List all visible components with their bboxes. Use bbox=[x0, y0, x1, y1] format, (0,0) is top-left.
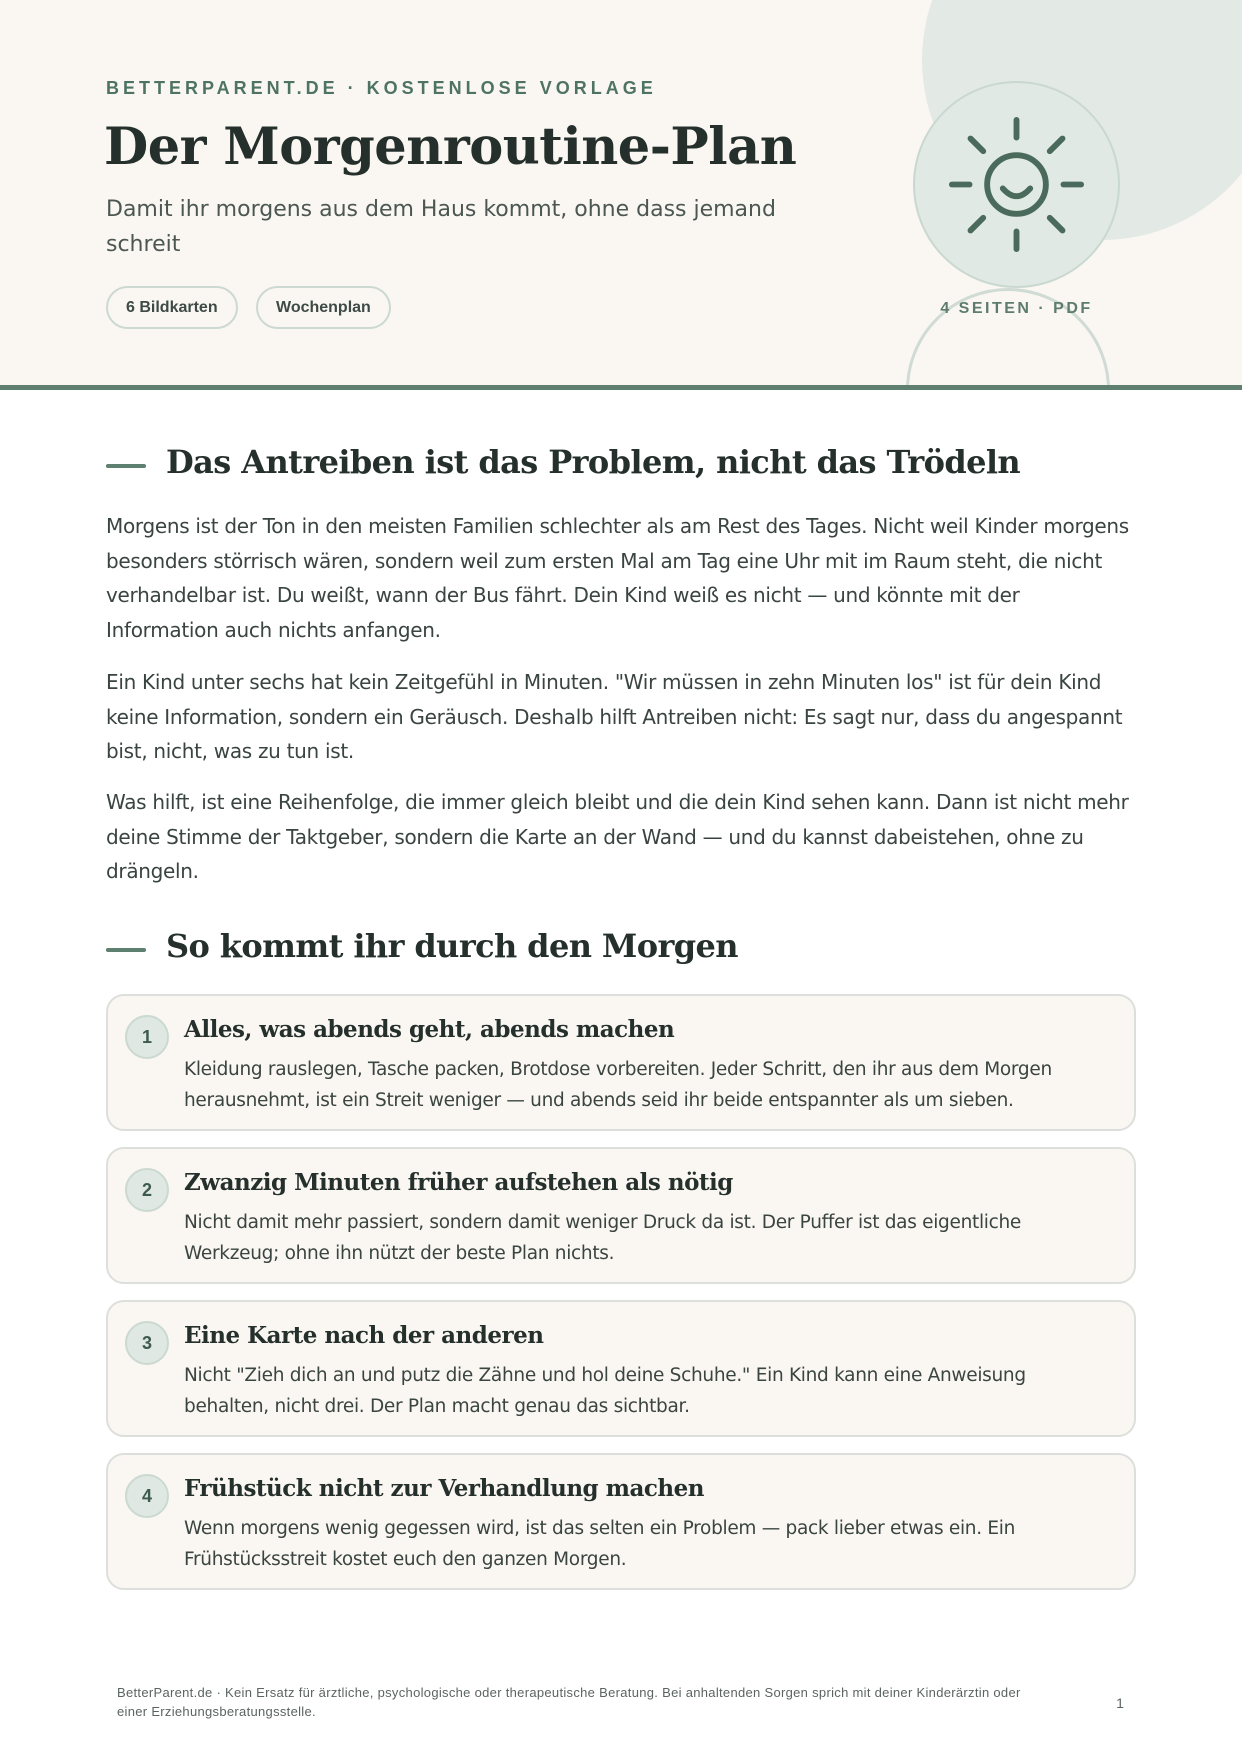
page-subtitle: Damit ihr morgens aus dem Haus kommt, ohne dass jemand schreit bbox=[106, 197, 776, 257]
section-title: So kommt ihr durch den Morgen bbox=[166, 927, 738, 965]
body-paragraph-2: Ein Kind unter sechs hat kein Zeitgefühl in Minuten. "Wir müssen in zehn Minuten los" ist für dein Kind keine Information, sondern ein Geräusch. Deshalb hilft Antreiben nicht: Es sagt nur, dass du angespannt bist, nicht, was zu tun ist. bbox=[106, 670, 1123, 763]
smiling-sun-icon bbox=[948, 116, 1085, 253]
step-title: Zwanzig Minuten früher aufstehen als nötig bbox=[184, 1169, 733, 1196]
body-paragraph-1: Morgens ist der Ton in den meisten Familien schlechter als am Rest des Tages. Nicht weil Kinder morgens besonders störrisch wären, sondern weil zum ersten Mal am Tag eine Uhr mit im Raum steht, die nicht verhandelbar ist. Du weißt, wann der Bus fährt. Dein Kind weiß es nicht — und könnte mit der Information auch nichts anfangen. bbox=[106, 514, 1129, 642]
step-text: Nicht damit mehr passiert, sondern damit weniger Druck da ist. Der Puffer ist das eigentliche Werkzeug; ohne ihn nützt der beste Plan nichts. bbox=[184, 1212, 1022, 1264]
step-number-badge: 3 bbox=[125, 1321, 169, 1365]
tag-bildkarten: 6 Bildkarten bbox=[106, 286, 238, 329]
step-number-badge: 4 bbox=[125, 1474, 169, 1518]
step-card-1 bbox=[106, 994, 1136, 1131]
step-card-2 bbox=[106, 1147, 1136, 1284]
tag-wochenplan: Wochenplan bbox=[256, 286, 391, 329]
page-title: Der Morgenroutine-Plan bbox=[104, 117, 797, 177]
step-number-badge: 1 bbox=[125, 1015, 169, 1059]
section-title: Das Antreiben ist das Problem, nicht das Trödeln bbox=[166, 443, 1021, 481]
step-title: Alles, was abends geht, abends machen bbox=[184, 1016, 675, 1043]
step-text: Kleidung rauslegen, Tasche packen, Brotdose vorbereiten. Jeder Schritt, den ihr aus dem Morgen herausnehmt, ist ein Streit weniger — und abends seid ihr beide entspannter als um sieben. bbox=[184, 1059, 1052, 1111]
step-title: Frühstück nicht zur Verhandlung machen bbox=[184, 1475, 704, 1502]
section-heading-1 bbox=[106, 441, 1136, 491]
section-heading-2 bbox=[106, 925, 1136, 975]
step-card-4 bbox=[106, 1453, 1136, 1590]
step-card-3 bbox=[106, 1300, 1136, 1437]
page-count-meta: 4 SEITEN · PDF bbox=[940, 300, 1093, 317]
body-paragraph-3: Was hilft, ist eine Reihenfolge, die immer gleich bleibt und die dein Kind sehen kann. Dann ist nicht mehr deine Stimme der Taktgeber, sondern die Karte an der Wand — und du kannst dabeistehen, ohne zu drängeln. bbox=[106, 790, 1129, 883]
page-number: 1 bbox=[1116, 1695, 1124, 1711]
page-header bbox=[0, 0, 1242, 390]
footer-disclaimer: BetterParent.de · Kein Ersatz für ärztliche, psychologische oder therapeutische Beratung. Bei anhaltenden Sorgen sprich mit deiner Kinderärztin oder einer Erziehungsberatungsstelle. bbox=[117, 1685, 1021, 1719]
sun-badge bbox=[913, 81, 1120, 288]
heading-dash bbox=[106, 948, 146, 952]
step-title: Eine Karte nach der anderen bbox=[184, 1322, 544, 1349]
step-text: Nicht "Zieh dich an und putz die Zähne und hol deine Schuhe." Ein Kind kann eine Anweisung behalten, nicht drei. Der Plan macht genau das sichtbar. bbox=[184, 1365, 1026, 1417]
brand-kicker: BETTERPARENT.DE · KOSTENLOSE VORLAGE bbox=[106, 78, 657, 98]
step-number-badge: 2 bbox=[125, 1168, 169, 1212]
step-text: Wenn morgens wenig gegessen wird, ist das selten ein Problem — pack lieber etwas ein. Ein Frühstücksstreit kostet euch den ganzen Morgen. bbox=[184, 1518, 1016, 1570]
heading-dash bbox=[106, 464, 146, 468]
